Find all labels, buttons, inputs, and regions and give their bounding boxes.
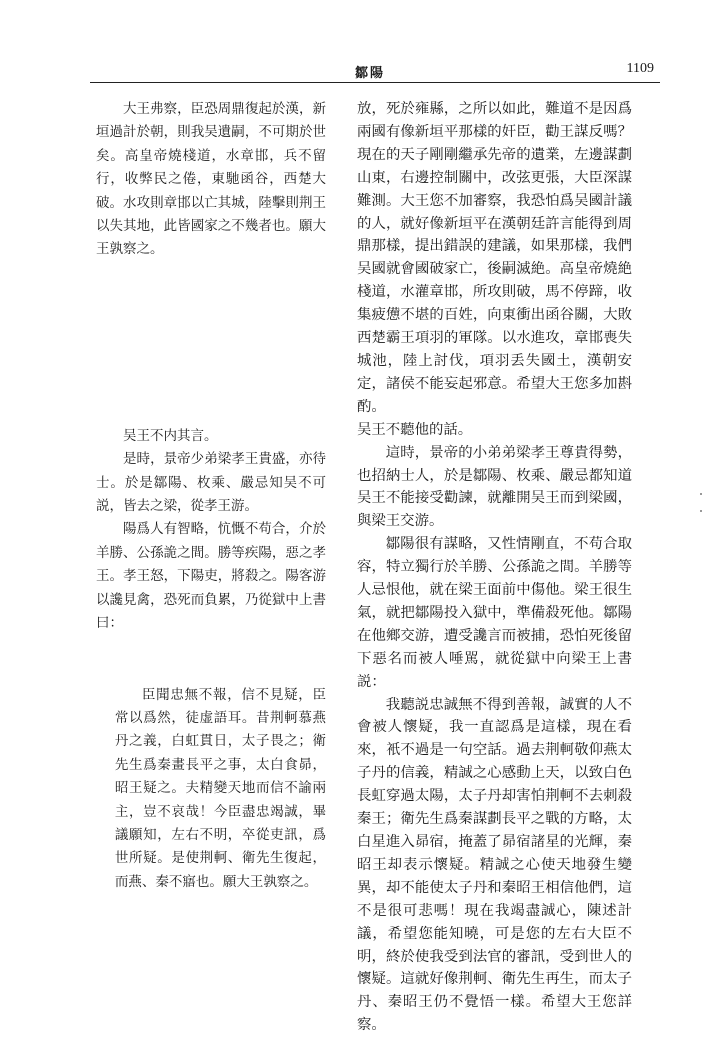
translation-paragraph: 鄒陽很有謀略，又性情剛直，不苟合取容，特立獨行於羊勝、公孫詭之間。羊勝等人忌恨他，就在梁王面前中傷他。梁王很生氣，就把鄒陽投入獄中，準備殺死他。鄒陽在他鄉交游，遭受讒言而被捕，恐怕死後留下惡名而被人唾駡，就從獄中向梁王上書説： — [357, 536, 632, 690]
scan-speck — [700, 493, 702, 495]
classical-paragraph: 吴王不内其言。 — [123, 427, 218, 444]
classical-chinese-column — [96, 98, 326, 894]
translation-paragraph: 這時，景帝的小弟弟梁孝王尊貴得勢，也招納士人，於是鄒陽、枚乘、嚴忌都知道吴王不能接受勸諫，就離開吴王而到梁國，與梁王交游。 — [357, 444, 632, 530]
column-spacer — [96, 262, 326, 425]
translation-paragraph: 放，死於雍縣，之所以如此，難道不是因爲兩國有像新垣平那樣的奸臣，勸王謀反嗎？現在的天子剛剛繼承先帝的遺業，左邊謀劃山東，右邊控制關中，改弦更張，大臣深謀難測。大王您不加審察，我恐怕爲吴國計議的人，就好像新垣平在漢朝廷許言能得到周鼎那樣，提出錯誤的建議，如果那樣，我們吴國就會國破家亡，後嗣滅絶。高皇帝燒絶棧道，水灌章邯，所攻則破，馬不停蹄，收集疲憊不堪的百姓，向東衝出函谷關，大敗西楚霸王項羽的軍隊。以水進攻，章邯喪失城池，陸上討伐，項羽丢失國土，漢朝安定，諸侯不能妄起邪意。希望大王您多加斟酌。 — [357, 101, 632, 415]
modern-translation-column — [357, 98, 632, 1037]
classical-paragraph: 大王弗察，臣恐周鼎復起於漢，新垣過計於朝，則我吴遺嗣，不可期於世矣。高皇帝燒棧道，水章邯，兵不留行，收弊民之倦，東馳函谷，西楚大破。水攻則章邯以亡其城，陸擊則荆王以失其地，此皆國家之不幾者也。願大王孰察之。 — [96, 101, 326, 258]
page-number: 1109 — [626, 61, 654, 76]
header-rule — [90, 82, 660, 83]
classical-paragraph: 是時，景帝少弟梁孝王貴盛，亦待士。於是鄒陽、枚乘、嚴忌知吴不可説，皆去之梁，從孝王游。 — [96, 451, 326, 515]
column-spacer — [96, 636, 326, 684]
scan-speck — [700, 510, 702, 512]
translation-paragraph: 吴王不聽他的話。 — [357, 421, 473, 438]
translation-letter-quote: 我聽説忠誠無不得到善報，誠實的人不會被人懷疑，我一直認爲是這樣，現在看來，衹不過是一句空話。過去荆軻敬仰燕太子丹的信義，精誠之心感動上天，以致白色長虹穿過太陽，太子丹却害怕荆軻不去刺殺秦王；衛先生爲秦謀劃長平之戰的方略，太白星進入昴宿，掩蓋了昴宿諸星的光輝，秦昭王却表示懷疑。精誠之心使天地發生變異，却不能使太子丹和秦昭王相信他們，這不是很可悲嗎！現在我竭盡誠心，陳述計議，希望您能知曉，可是您的左右大臣不明，終於使我受到法官的審訊，受到世人的懷疑。這就好像荆軻、衛先生再生，而太子丹、秦昭王仍不覺悟一樣。希望大王您詳察。 — [357, 696, 632, 1034]
classical-letter-quote: 臣聞忠無不報，信不見疑，臣常以爲然，徒虚語耳。昔荆軻慕燕丹之義，白虹貫日，太子畏之；衛先生爲秦畫長平之事，太白食昴，昭王疑之。夫精變天地而信不諭兩主，豈不哀哉！今臣盡忠竭誠，畢議願知，左右不明，卒從吏訊，爲世所疑。是使荆軻、衛先生復起，而燕、秦不寤也。願大王孰察之。 — [114, 686, 326, 890]
classical-paragraph: 陽爲人有智略，忼慨不苟合，介於羊勝、公孫詭之間。勝等疾陽，惡之孝王。孝王怒，下陽吏，將殺之。陽客游以讒見禽，恐死而負累，乃從獄中上書曰： — [96, 521, 326, 632]
page-header — [90, 60, 660, 84]
running-title: 鄒陽 — [354, 66, 385, 81]
